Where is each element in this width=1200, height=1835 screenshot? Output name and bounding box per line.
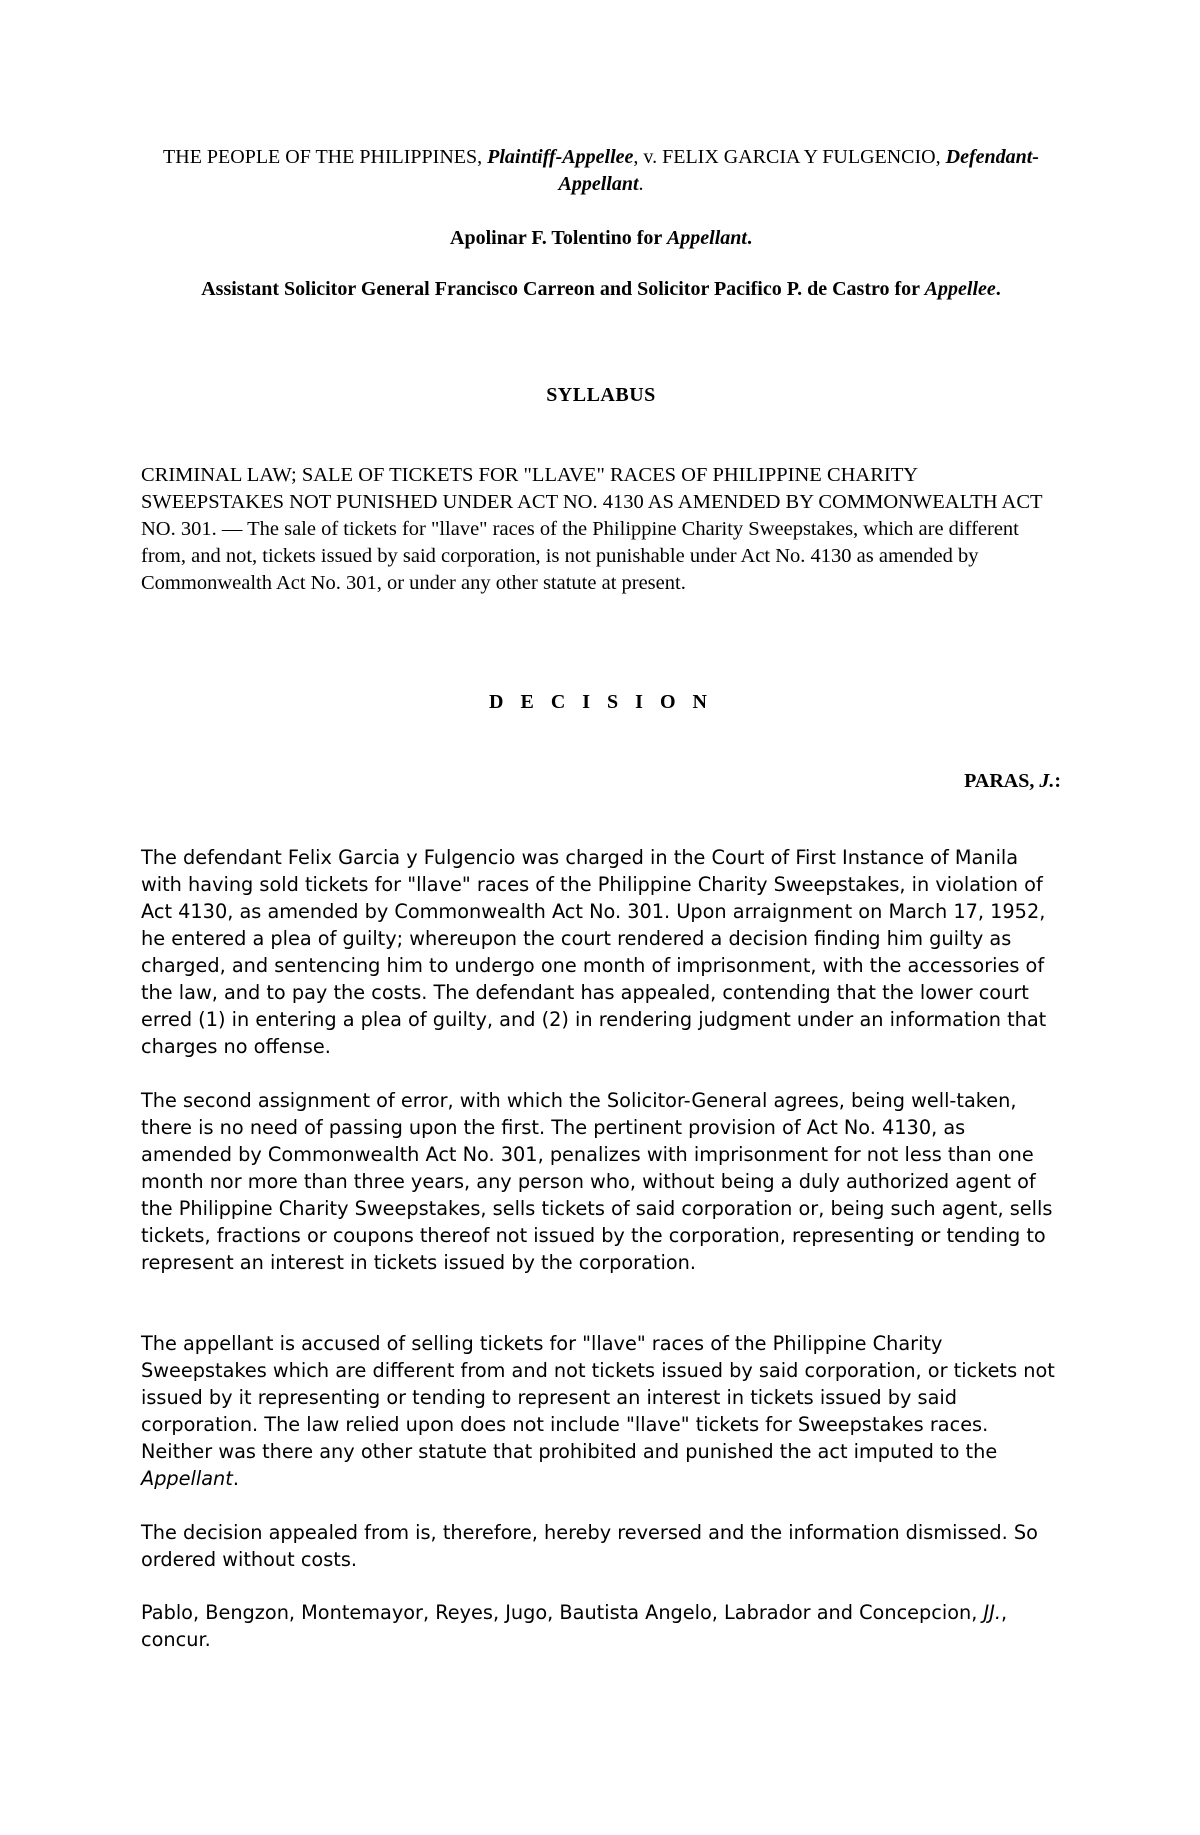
- concurrence-paragraph: [141, 1599, 1061, 1653]
- appellee-word: Appellee: [924, 278, 996, 300]
- plaintiff-role: Plaintiff-Appellee: [487, 146, 634, 168]
- ponente: [964, 770, 1061, 793]
- case-caption: [141, 144, 1061, 198]
- appellee-period: .: [995, 278, 1001, 300]
- syllabus-text: CRIMINAL LAW; SALE OF TICKETS FOR "LLAVE" RACES OF PHILIPPINE CHARITY SWEEPSTAKES NOT PUNISHED UNDER ACT NO. 4130 AS AMENDED BY COMMONWEALTH ACT NO. 301. — The sale of tickets for "llave" races of the Philippine Charity Sweepstakes, which are different from, and not, tickets issued by said corporation, is not punishable under Act No. 4130 as amended by Commonwealth Act No. 301, or under any other statute at present.: [141, 464, 1043, 594]
- decision-paragraph: The defendant Felix Garcia y Fulgencio was charged in the Court of First Instance of Manila with having sold tickets for "llave" races of the Philippine Charity Sweepstakes, in violation of Act 4130, as amended by Commonwealth Act No. 301. Upon arraignment on March 17, 1952, he entered a plea of guilty; whereupon the court rendered a decision finding him guilty as charged, and sentencing him to undergo one month of imprisonment, with the accessories of the law, and to pay the costs. The defendant has appealed, contending that the lower court erred (1) in entering a plea of guilty, and (2) in rendering judgment under an information that charges no offense.: [141, 846, 1047, 1058]
- appellee-counsel-name: Assistant Solicitor General Francisco Carreon and Solicitor Pacifico P. de Castro for: [201, 278, 920, 300]
- justices-abbrev: JJ.: [983, 1601, 1002, 1624]
- paragraph-end: .: [232, 1467, 239, 1490]
- appellant-period: .: [746, 227, 752, 249]
- caption-period: .: [638, 173, 644, 195]
- paragraph-text: The appellant is accused of selling tickets for "llave" races of the Philippine Charity Sweepstakes which are different from and not tickets issued by said corporation, or tickets not issued by it representing or tending to represent an interest in tickets issued by said corporation. The law relied upon does not include "llave" tickets for Sweepstakes races. Neither was there any other statute that prohibited and punished the act imputed to the: [141, 1332, 1055, 1463]
- appellant-word: Appellant: [666, 227, 747, 249]
- ponente-colon: :: [1054, 770, 1061, 792]
- decision-heading: D E C I S I O N: [489, 691, 713, 713]
- ponente-title: J.: [1039, 770, 1055, 792]
- appellant-italic: Appellant: [141, 1467, 233, 1490]
- versus-text: , v. FELIX GARCIA Y FULGENCIO,: [633, 146, 941, 168]
- decision-paragraph: [141, 1330, 1061, 1492]
- concurring-justices: Pablo, Bengzon, Montemayor, Reyes, Jugo, Bautista Angelo, Labrador and Concepcion,: [141, 1601, 978, 1624]
- defendant-role: Defendant-Appellant: [558, 146, 1039, 195]
- appellant-counsel-name: Apolinar F. Tolentino for: [450, 227, 662, 249]
- parties-prefix: THE PEOPLE OF THE PHILIPPINES,: [163, 146, 483, 168]
- decision-paragraph: The decision appealed from is, therefore, hereby reversed and the information dismissed. So ordered without costs.: [141, 1521, 1038, 1571]
- ponente-name: PARAS,: [964, 770, 1035, 792]
- concur-text: , concur.: [141, 1601, 1008, 1651]
- appellee-counsel: [141, 276, 1061, 303]
- decision-paragraph: The second assignment of error, with which the Solicitor-General agrees, being well-taken, there is no need of passing upon the first. The pertinent provision of Act No. 4130, as amended by Commonwealth Act No. 301, penalizes with imprisonment for not less than one month nor more than three years, any person who, without being a duly authorized agent of the Philippine Charity Sweepstakes, sells tickets of said corporation or, being such agent, sells tickets, fractions or coupons thereof not issued by the corporation, representing or tending to represent an interest in tickets issued by the corporation.: [141, 1089, 1053, 1274]
- appellant-counsel: [141, 225, 1061, 252]
- syllabus-heading: SYLLABUS: [546, 384, 656, 406]
